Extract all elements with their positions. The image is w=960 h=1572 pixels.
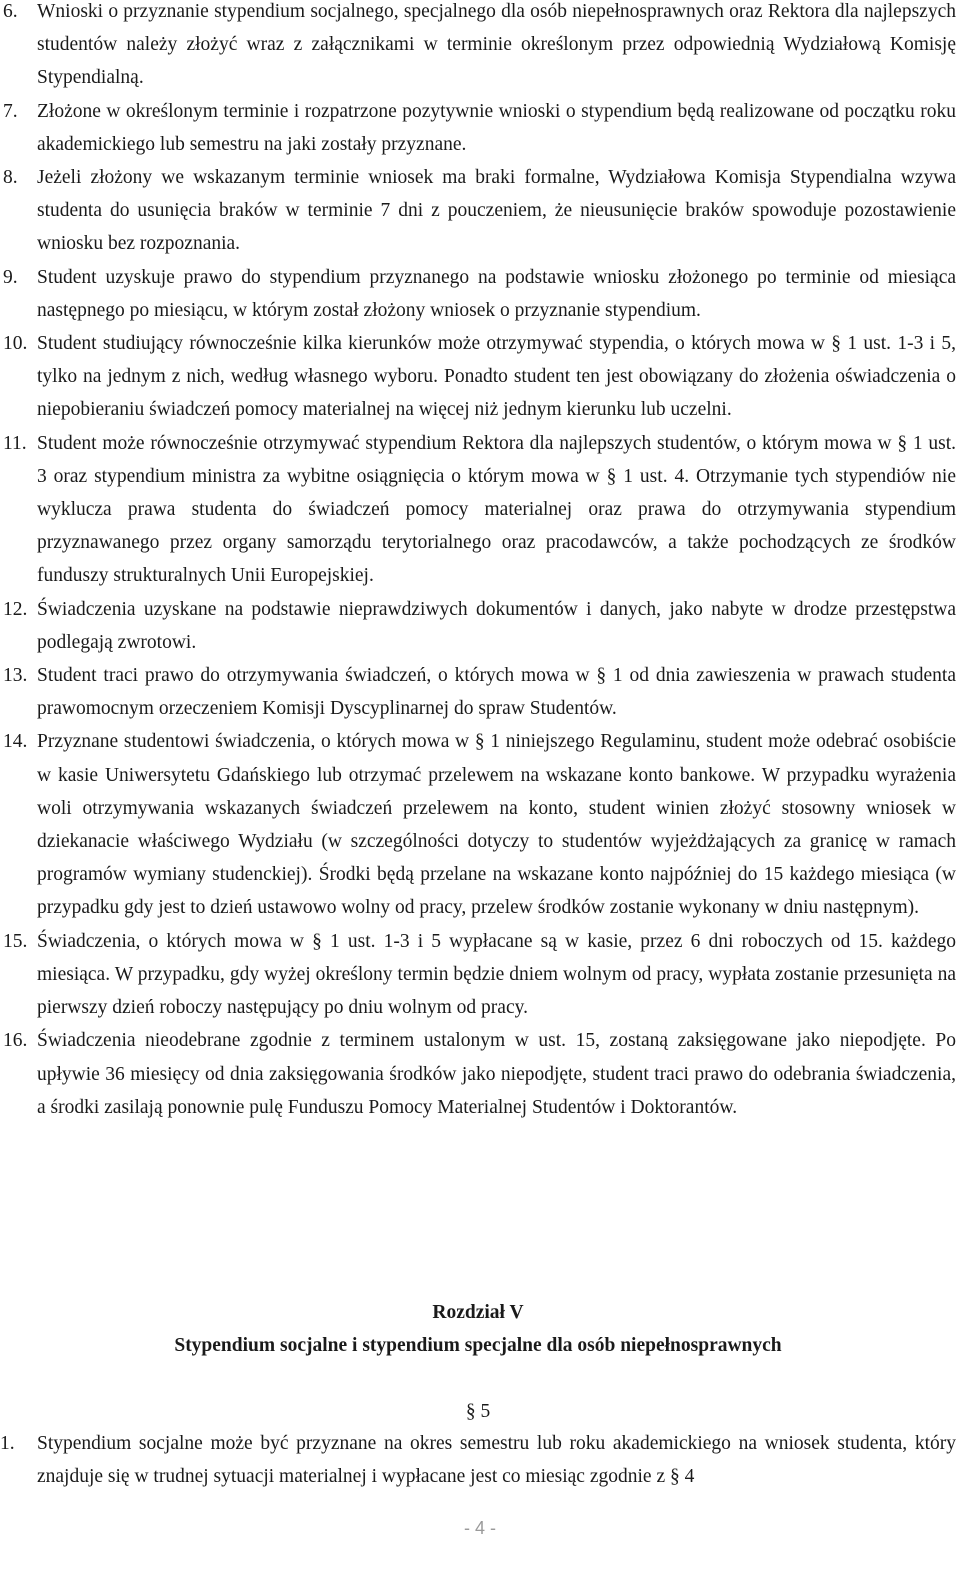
item-text: Wnioski o przyznanie stypendium socjalnego, specjalnego dla osób niepełnosprawnych oraz Rektora dla najlepszych studentów należy złożyć wraz z załącznikami w terminie określonym przez odpowiednią Wydziałową Komisję Stypendialną. (37, 1, 956, 89)
item-number: 10. (3, 333, 28, 355)
list-item (0, 261, 956, 327)
item-text: Student studiujący równocześnie kilka kierunków może otrzymywać stypendia, o których mowa w § 1 ust. 1-3 i 5, tylko na jednym z nich, według własnego wyboru. Ponadto student ten jest obowiązany do złożenia oświadczenia o niepobieraniu świadczeń pomocy materialnej na więcej niż jednym kierunku lub uczelni. (37, 333, 956, 421)
item-text: Świadczenia nieodebrane zgodnie z terminem ustalonym w ust. 15, zostaną zaksięgowane jako niepodjęte. Po upływie 36 miesięcy od dnia zaksięgowania środków jako niepodjęte, student traci prawo do odebrania świadczenia, a środki zasilają ponownie pulę Funduszu Pomocy Materialnej Studentów i Doktorantów. (37, 1030, 956, 1118)
chapter-subtitle: Stypendium socjalne i stypendium specjalne dla osób niepełnosprawnych (174, 1335, 782, 1356)
item-number: 6. (3, 1, 18, 22)
list-item (0, 593, 956, 659)
item-number: 11. (3, 432, 27, 454)
list-item (0, 327, 956, 427)
list-item (0, 161, 956, 261)
page-number: - 4 - (463, 1518, 496, 1538)
item-text: Stypendium socjalne może być przyznane na okres semestru lub roku akademickiego na wniosek studenta, który znajduje się w trudnej sytuacji materialnej i wypłacane jest co miesiąc zgodnie z § 4 (37, 1433, 956, 1488)
item-number: 16. (3, 1030, 28, 1052)
item-number: 9. (3, 266, 18, 288)
list-item (0, 427, 956, 593)
list-item (0, 1024, 956, 1124)
item-text: Jeżeli złożony we wskazanym terminie wniosek ma braki formalne, Wydziałowa Komisja Stypendialna wzywa studenta do usunięcia braków w terminie 7 dni z pouczeniem, że nieusunięcie braków spowoduje pozostawienie wniosku bez rozpoznania. (37, 167, 956, 255)
item-number: 12. (3, 598, 28, 620)
item-number: 1. (0, 1433, 15, 1454)
item-number: 14. (3, 731, 28, 753)
section-list (0, 1427, 956, 1493)
item-text: Student traci prawo do otrzymywania świadczeń, o których mowa w § 1 od dnia zawieszenia w prawach studenta prawomocnym orzeczeniem Komisji Dyscyplinarnej do spraw Studentów. (37, 665, 956, 720)
list-item (0, 1427, 956, 1493)
item-text: Student uzyskuje prawo do stypendium przyznanego na podstawie wniosku złożonego po terminie od miesiąca następnego po miesiącu, w którym został złożony wniosek o przyznanie stypendium. (37, 266, 956, 321)
item-text: Student może równocześnie otrzymywać stypendium Rektora dla najlepszych studentów, o którym mowa w § 1 ust. 3 oraz stypendium ministra za wybitne osiągnięcia o którym mowa w § 1 ust. 4. Otrzymanie tych stypendiów nie wyklucza prawa studenta do świadczeń pomocy materialnej oraz prawa do otrzymywania stypendium przyznawanego przez organy samorządu terytorialnego oraz pracodawców, a także pochodzących ze środków funduszy strukturalnych Unii Europejskiej. (37, 432, 956, 587)
item-number: 13. (3, 665, 28, 687)
item-text: Świadczenia, o których mowa w § 1 ust. 1-3 i 5 wypłacane są w kasie, przez 6 dni roboczych od 15. każdego miesiąca. W przypadku, gdy wyżej określony termin będzie dniem wolnym od pracy, wypłata zostanie przesunięta na pierwszy dzień roboczy następujący po dniu wolnym od pracy. (37, 930, 956, 1019)
list-item (0, 659, 956, 725)
item-text: Złożone w określonym terminie i rozpatrzone pozytywnie wnioski o stypendium będą realizowane od początku roku akademickiego lub semestru na jaki zostały przyznane. (37, 100, 956, 155)
item-text: Świadczenia uzyskane na podstawie nieprawdziwych dokumentów i danych, jako nabyte w drodze przestępstwa podlegają zwrotowi. (37, 598, 956, 653)
section-sign: § 5 (465, 1401, 491, 1422)
list-item (0, 95, 956, 161)
list-item (0, 725, 956, 924)
item-number: 7. (3, 100, 18, 122)
item-number: 8. (3, 167, 18, 189)
item-text: Przyznane studentowi świadczenia, o których mowa w § 1 niniejszego Regulaminu, student może odebrać osobiście w kasie Uniwersytetu Gdańskiego lub otrzymać przelewem na wskazane konto bankowe. W przypadku wyrażenia woli otrzymywania wskazanych świadczeń przelewem na konto, student winien złożyć stosowny wniosek w dziekanacie właściwego Wydziału (w szczególności dotyczy to studentów wyjeżdżających za granicę w ramach programów wymiany studenckiej). Środki będą przelane na wskazane konto najpóźniej do 15 każdego miesiąca (w przypadku gdy jest to dzień ustawowo wolny od pracy, przelew środków zostanie wykonany w dniu następnym). (37, 731, 956, 919)
list-item (0, 0, 956, 95)
item-number: 15. (3, 930, 28, 952)
chapter-title: Rozdział V (432, 1302, 524, 1323)
list-item (0, 925, 956, 1025)
